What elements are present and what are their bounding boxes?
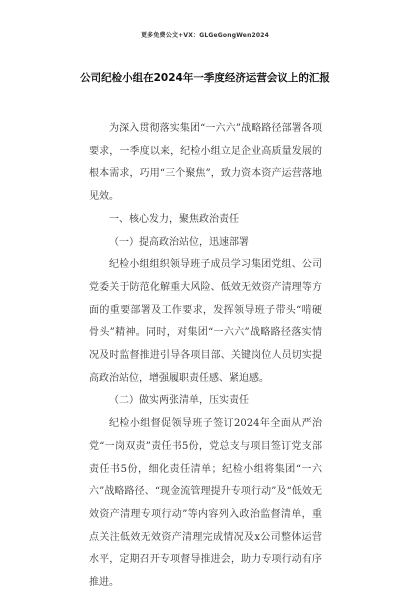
body-paragraph-1: 纪检小组组织领导班子成员学习集团党组、公司党委关于防范化解重大风险、低效无效资产清理等方面的重要部署及工作要求，发挥领导班子带头“啃硬骨头”精神。同时，对集团“一六六”战略路径落实情况及时监督推进引导各项目部、关键岗位人员切实提高政治站位，增强履职责任感、紧迫感。 [89,259,322,384]
intro-paragraph: 为深入贯彻落实集团“一六六”战略路径部署各项要求，一季度以来，纪检小组立足企业高质量发展的根本需求，巧用“三个聚焦”，致力资本资产运营落地见效。 [89,123,322,203]
section-heading-1: 一、核心发力，聚焦政治责任 [109,213,239,225]
body-paragraph-2: 纪检小组督促领导班子签订2024年全面从严治党“一岗双责”责任书5份，党总支与项目签订党支部责任书5份，细化责任清单；纪检小组将集团“一六六”战略路径、“现金流管理提升专项行动”及“低效无效资产清理专项行动”等内容列入政治监督清单，重点关注低效无效资产清理完成情况及x公司整体运营水平，定期召开专项督导推进会，助力专项行动有序推进。 [89,418,322,589]
document-title: 公司纪检小组在2024年一季度经济运营会议上的汇报 [80,72,330,84]
subsection-heading-2: （二）做实两张清单，压实责任 [109,395,249,407]
document-body [89,118,322,595]
subsection-heading-1: （一）提高政治站位，迅速部署 [109,236,249,248]
header-note: 更多免费公文+VX：GLGeGongWen2024 [140,32,270,39]
